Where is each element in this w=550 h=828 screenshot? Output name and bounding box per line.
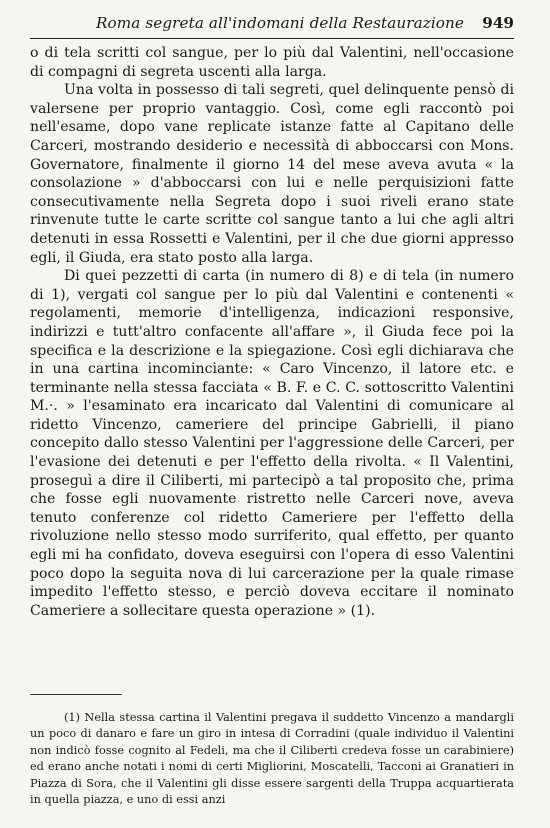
body-text	[30, 44, 514, 620]
footnote-separator	[30, 694, 122, 695]
running-header	[30, 8, 514, 39]
paragraph-3: Di quei pezzetti di carta (in numero di 8) e di tela (in numero di 1), vergati col sangue per lo più dal Valentini e contenenti « regolamenti, memorie d'intelligenza, indicazioni responsive, indirizzi e tutt'altro confacente all'affare », il Giuda fece poi la specifica e la descrizione e la spiegazione. Così egli dichiarava che in una cartina incominciante: « Caro Vincenzo, il latore etc. e terminante nella stessa facciata « B. F. e C. C. sottoscritto Valentini M.·. » l'esaminato era incaricato dal Valentini di comunicare al ridetto Vincenzo, cameriere del principe Gabrielli, il piano concepito dallo stesso Valentini per l'aggressione delle Carceri, per l'evasione dei detenuti e per l'effetto della rivolta. « Il Valentini, proseguì a dire il Ciliberti, mi partecipò a tal proposito che, prima che fosse egli nuovamente ristretto nelle Carceri nove, aveva tenuto conferenze col ridetto Cameriere per l'effetto della rivoluzione nello stesso modo surriferito, qual effetto, per quanto egli mi ha confidato, doveva eseguirsi con l'opera di esso Valentini poco dopo la seguita nova di lui carcerazione per la quale rimase impedito l'effetto stesso, e perciò doveva eccitare il nominato Cameriere a sollecitare questa operazione » (1).	[30, 268, 514, 619]
paragraph-1: o di tela scritti col sangue, per lo più dal Valentini, nell'occasione di compagni di segreta uscenti alla larga.	[30, 45, 514, 80]
paragraph-2: Una volta in possesso di tali segreti, quel delinquente pensò di valersene per proprio vantaggio. Così, come egli raccontò poi nell'esame, dopo vane replicate istanze fatte al Capitano delle Carceri, mostrando desiderio e necessità di abboccarsi con Mons. Governatore, finalmente il giorno 14 del mese aveva avuta « la consolazione » d'abboccarsi con lui e nelle perquisizioni fatte consecutivamente nella Segreta dopo i suoi riveli erano state rinvenute tutte le carte scritte col sangue tanto a lui che agli altri detenuti in essa Rossetti e Valentini, per il che due giorni appresso egli, il Giuda, era stato posto alla larga.	[30, 82, 514, 266]
running-title: Roma segreta all'indomani della Restaurazione	[96, 14, 465, 32]
page-number: 949	[482, 14, 514, 32]
footnote: (1) Nella stessa cartina il Valentini pregava il suddetto Vincenzo a mandargli un poco di danaro e fare un giro in intesa di Corradini (quale individuo il Valentini non indicò fosse cognito al Fedeli, ma che il Ciliberti credeva fosse un carabiniere) ed erano anche notati i nomi di certi Migliorini, Moscatelli, Tacconi ai Granatieri in Piazza di Sora, che il Valentini gli disse essere sargenti della Truppa acquartierata in quella piazza, e uno di essi anzi	[30, 711, 514, 807]
